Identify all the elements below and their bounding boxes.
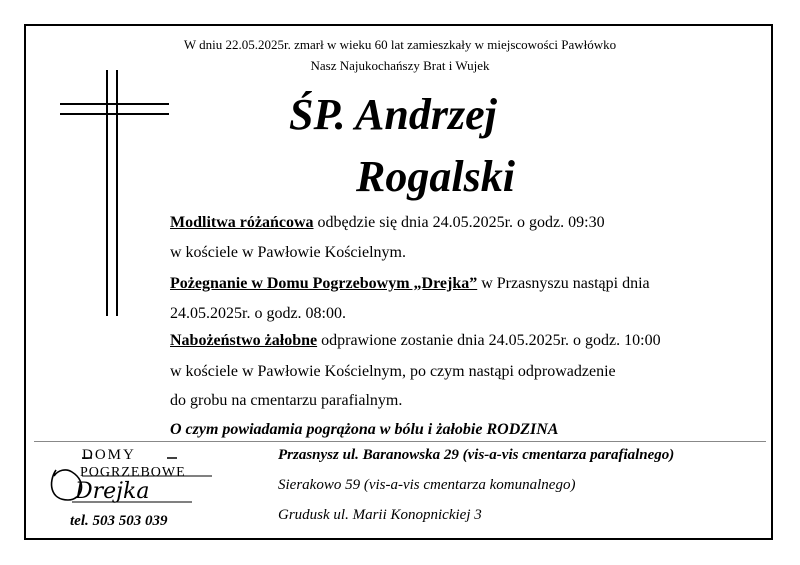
detail-text: odbędzie się dnia 24.05.2025r. o godz. 09:30 — [313, 214, 605, 231]
detail-line — [170, 363, 616, 381]
detail-line — [170, 305, 346, 323]
logo-line-2: POGRZEBOWE — [80, 465, 186, 480]
deceased-name-line-1: ŚP. Andrzej — [289, 90, 497, 139]
logo-line-1: DOMY — [82, 447, 136, 463]
detail-text: do grobu na cmentarzu parafialnym. — [170, 392, 403, 409]
header-line-2: Nasz Najukochańszy Brat i Wujek — [310, 58, 490, 73]
logo-line-3: Drejka — [75, 479, 150, 504]
deceased-name-line-2: Rogalski — [356, 152, 515, 201]
detail-label: Modlitwa różańcowa — [170, 214, 314, 231]
detail-label: Nabożeństwo żałobne — [170, 332, 318, 349]
closing-note: O czym powiadamia pogrążona w bólu i żałobie RODZINA — [170, 421, 559, 438]
detail-line — [170, 275, 650, 293]
detail-text: w Przasnyszu nastąpi dnia — [477, 275, 650, 292]
detail-text: w kościele w Pawłowie Kościelnym. — [170, 244, 406, 261]
detail-text: w kościele w Pawłowie Kościelnym, po czym nastąpi odprowadzenie — [170, 363, 616, 380]
detail-text: odprawione zostanie dnia 24.05.2025r. o godz. 10:00 — [317, 332, 661, 349]
address-line: Przasnysz ul. Baranowska 29 (vis-a-vis cmentarza parafialnego) — [278, 447, 675, 463]
detail-label: Pożegnanie w Domu Pogrzebowym „Drejka” — [170, 275, 478, 292]
header-line-1: W dniu 22.05.2025r. zmarł w wieku 60 lat zamieszkały w miejscowości Pawłówko — [183, 37, 617, 52]
address-line: Grudusk ul. Marii Konopnickiej 3 — [278, 507, 482, 523]
phone-number: tel. 503 503 039 — [70, 513, 168, 529]
divider — [34, 441, 766, 442]
address-line: Sierakowo 59 (vis-a-vis cmentarza komunalnego) — [278, 477, 576, 493]
detail-line — [170, 214, 605, 232]
detail-line — [170, 244, 406, 262]
detail-line — [170, 392, 402, 410]
detail-line — [170, 332, 661, 350]
detail-text: 24.05.2025r. o godz. 08:00. — [170, 305, 346, 322]
